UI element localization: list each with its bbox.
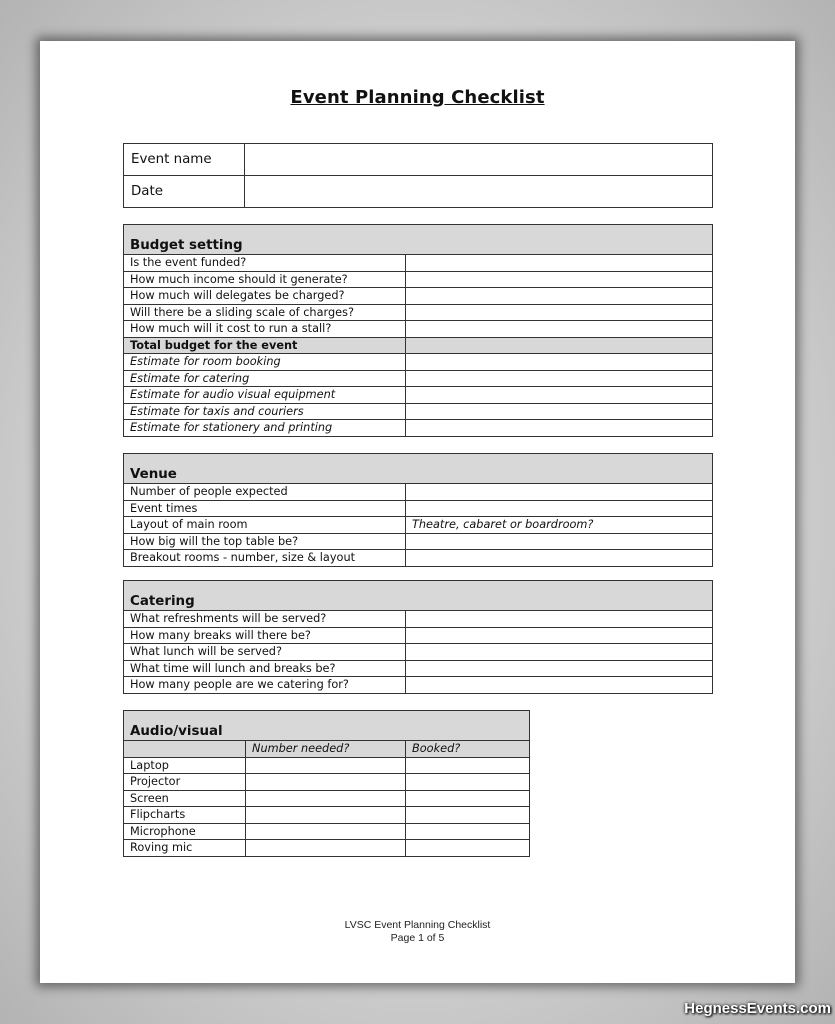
booked-cell[interactable] <box>406 774 530 791</box>
row-label: How much will it cost to run a stall? <box>124 321 406 338</box>
table-row <box>124 255 713 272</box>
number-needed-cell[interactable] <box>246 823 406 840</box>
row-label: Estimate for stationery and printing <box>124 420 406 437</box>
table-row <box>124 271 713 288</box>
row-value[interactable] <box>406 484 713 501</box>
table-row <box>124 420 713 437</box>
row-value[interactable] <box>406 255 713 272</box>
item-label: Roving mic <box>124 840 246 857</box>
event-name-label: Event name <box>124 144 245 176</box>
row-value[interactable] <box>406 677 713 694</box>
row-label: How many breaks will there be? <box>124 627 406 644</box>
table-row <box>124 403 713 420</box>
booked-cell[interactable] <box>406 823 530 840</box>
booked-cell[interactable] <box>406 790 530 807</box>
audio-visual-heading: Audio/visual <box>124 711 530 741</box>
row-label: How big will the top table be? <box>124 533 406 550</box>
budget-heading: Budget setting <box>124 225 713 255</box>
table-row <box>124 677 713 694</box>
number-needed-cell[interactable] <box>246 757 406 774</box>
row-label: Will there be a sliding scale of charges? <box>124 304 406 321</box>
row-label: Is the event funded? <box>124 255 406 272</box>
table-row <box>124 500 713 517</box>
catering-heading: Catering <box>124 581 713 611</box>
date-label: Date <box>124 176 245 208</box>
audio-visual-table <box>123 710 530 857</box>
item-label: Laptop <box>124 757 246 774</box>
row-label: What refreshments will be served? <box>124 611 406 628</box>
date-field[interactable] <box>245 176 713 208</box>
row-value[interactable] <box>406 370 713 387</box>
table-row <box>124 757 530 774</box>
table-row <box>124 484 713 501</box>
booked-cell[interactable] <box>406 807 530 824</box>
table-row <box>124 533 713 550</box>
table-row <box>124 807 530 824</box>
table-row <box>124 627 713 644</box>
row-value[interactable] <box>406 288 713 305</box>
row-label: Number of people expected <box>124 484 406 501</box>
budget-table <box>123 224 713 437</box>
table-row <box>124 611 713 628</box>
row-label: How many people are we catering for? <box>124 677 406 694</box>
column-header-number-needed: Number needed? <box>246 741 406 758</box>
row-value[interactable] <box>406 533 713 550</box>
row-value[interactable] <box>406 644 713 661</box>
number-needed-cell[interactable] <box>246 774 406 791</box>
audio-visual-column-headers <box>124 741 530 758</box>
item-label: Projector <box>124 774 246 791</box>
table-row <box>124 517 713 534</box>
row-label: Breakout rooms - number, size & layout <box>124 550 406 567</box>
event-name-field[interactable] <box>245 144 713 176</box>
table-row <box>124 644 713 661</box>
row-value[interactable]: Theatre, cabaret or boardroom? <box>406 517 713 534</box>
row-label: Estimate for room booking <box>124 354 406 371</box>
total-budget-row <box>124 337 713 354</box>
table-row <box>124 288 713 305</box>
row-value[interactable] <box>406 611 713 628</box>
column-header-item <box>124 741 246 758</box>
row-label: Estimate for audio visual equipment <box>124 387 406 404</box>
column-header-booked: Booked? <box>406 741 530 758</box>
row-label: Estimate for catering <box>124 370 406 387</box>
total-budget-label: Total budget for the event <box>124 337 406 354</box>
table-row <box>124 370 713 387</box>
row-label: Estimate for taxis and couriers <box>124 403 406 420</box>
row-label: What time will lunch and breaks be? <box>124 660 406 677</box>
table-row <box>124 304 713 321</box>
row-label: What lunch will be served? <box>124 644 406 661</box>
item-label: Screen <box>124 790 246 807</box>
table-row <box>124 823 530 840</box>
page-footer <box>0 919 835 945</box>
table-row <box>124 354 713 371</box>
table-row <box>124 550 713 567</box>
item-label: Microphone <box>124 823 246 840</box>
venue-table <box>123 453 713 567</box>
row-value[interactable] <box>406 550 713 567</box>
row-value[interactable] <box>406 354 713 371</box>
watermark-text: HegnessEvents.com <box>684 1000 831 1017</box>
event-info-table <box>123 143 713 208</box>
table-row <box>124 321 713 338</box>
row-value[interactable] <box>406 271 713 288</box>
row-value[interactable] <box>406 321 713 338</box>
table-row <box>124 387 713 404</box>
table-row <box>124 774 530 791</box>
number-needed-cell[interactable] <box>246 790 406 807</box>
booked-cell[interactable] <box>406 840 530 857</box>
row-label: How much will delegates be charged? <box>124 288 406 305</box>
date-row <box>124 176 713 208</box>
event-name-row <box>124 144 713 176</box>
row-value[interactable] <box>406 403 713 420</box>
row-value[interactable] <box>406 627 713 644</box>
row-value[interactable] <box>406 660 713 677</box>
number-needed-cell[interactable] <box>246 840 406 857</box>
row-label: Event times <box>124 500 406 517</box>
booked-cell[interactable] <box>406 757 530 774</box>
total-budget-value[interactable] <box>406 337 713 354</box>
row-value[interactable] <box>406 304 713 321</box>
venue-heading: Venue <box>124 454 713 484</box>
row-label: How much income should it generate? <box>124 271 406 288</box>
table-row <box>124 660 713 677</box>
row-label: Layout of main room <box>124 517 406 534</box>
page-title: Event Planning Checklist <box>290 87 545 108</box>
item-label: Flipcharts <box>124 807 246 824</box>
row-value[interactable] <box>406 387 713 404</box>
row-value[interactable] <box>406 420 713 437</box>
catering-table <box>123 580 713 694</box>
row-value[interactable] <box>406 500 713 517</box>
number-needed-cell[interactable] <box>246 807 406 824</box>
footer-title: LVSC Event Planning Checklist <box>344 919 491 931</box>
table-row <box>124 790 530 807</box>
table-row <box>124 840 530 857</box>
footer-page-number: Page 1 of 5 <box>390 932 445 944</box>
